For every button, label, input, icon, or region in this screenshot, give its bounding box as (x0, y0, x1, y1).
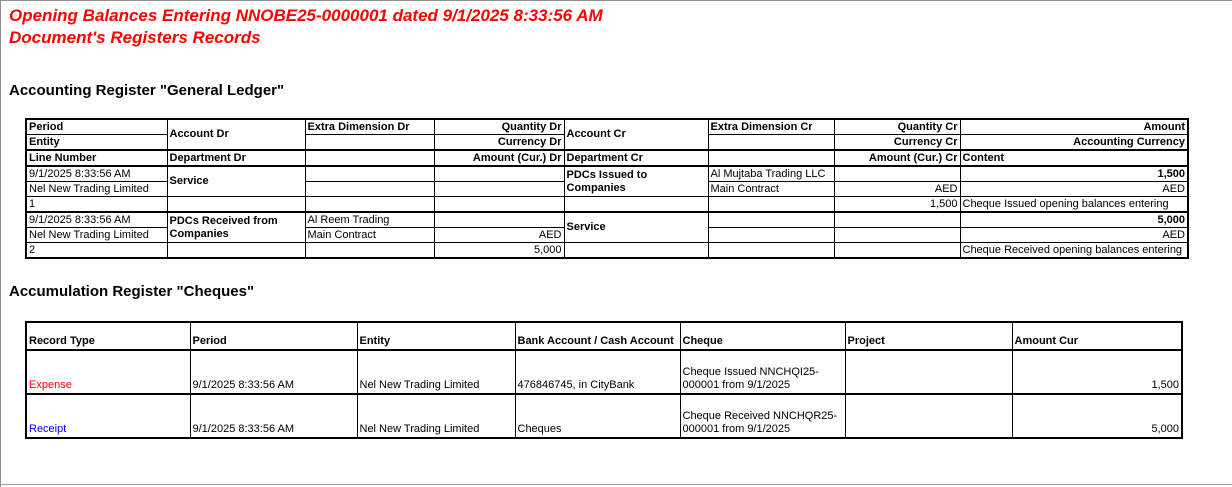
cell-account-cr: Service (564, 212, 708, 243)
cell-cheque: Cheque Received NNCHQR25-000001 from 9/1/2025 (680, 394, 845, 438)
header-amount-cur-dr: Amount (Cur.) Dr (434, 150, 564, 166)
cell-entity: Nel New Trading Limited (357, 350, 515, 394)
header-amount-cur: Amount Cur (1012, 322, 1182, 350)
header-department-dr: Department Dr (167, 150, 305, 166)
cell-line-number: 1 (26, 197, 167, 213)
header-entity: Entity (357, 322, 515, 350)
cell-quantity-dr (434, 166, 564, 182)
cell-line-number: 2 (26, 243, 167, 259)
cheques-header-row (26, 322, 1182, 350)
cell-extra-dimension-cr-2 (708, 228, 834, 243)
header-extra-dimension-dr: Extra Dimension Dr (305, 119, 434, 135)
cell-accounting-currency: AED (960, 182, 1188, 197)
cell-record-type: Expense (26, 350, 190, 394)
cell-extra-dimension-cr-1: Al Mujtaba Trading LLC (708, 166, 834, 182)
gl-row-2-line-3 (26, 243, 1188, 259)
cell-currency-cr: AED (834, 182, 960, 197)
header-line-number: Line Number (26, 150, 167, 166)
header-period: Period (26, 119, 167, 135)
cell-quantity-cr (834, 166, 960, 182)
cell-period: 9/1/2025 8:33:56 AM (26, 166, 167, 182)
header-department-cr: Department Cr (564, 150, 708, 166)
cell-period: 9/1/2025 8:33:56 AM (190, 394, 357, 438)
header-currency-dr: Currency Dr (434, 135, 564, 151)
cell-cheque: Cheque Issued NNCHQI25-000001 from 9/1/2025 (680, 350, 845, 394)
cell-account-cr: PDCs Issued to Companies (564, 166, 708, 197)
accounting-register-heading: Accounting Register "General Ledger" (9, 82, 285, 99)
cell-entity: Nel New Trading Limited (357, 394, 515, 438)
empty-cell (708, 135, 834, 151)
cell-amount-cur-cr (834, 243, 960, 259)
cheques-register-table (25, 321, 1183, 439)
header-account-dr: Account Dr (167, 119, 305, 150)
cell-quantity-dr (434, 212, 564, 228)
header-entity: Entity (26, 135, 167, 151)
cell-amount-cur-dr (434, 197, 564, 213)
cell-amount-cur: 1,500 (1012, 350, 1182, 394)
empty-cell (708, 243, 834, 259)
cheques-row-expense (26, 350, 1182, 394)
cell-department-dr (167, 197, 305, 213)
cell-account-dr: Service (167, 166, 305, 197)
cell-extra-dimension-dr-1 (305, 166, 434, 182)
empty-cell (305, 135, 434, 151)
header-cheque: Cheque (680, 322, 845, 350)
report-title (9, 5, 1232, 49)
header-quantity-cr: Quantity Cr (834, 119, 960, 135)
cell-amount: 1,500 (960, 166, 1188, 182)
header-amount-cur-cr: Amount (Cur.) Cr (834, 150, 960, 166)
cell-extra-dimension-dr-2 (305, 182, 434, 197)
header-quantity-dr: Quantity Dr (434, 119, 564, 135)
header-currency-cr: Currency Cr (834, 135, 960, 151)
cell-entity: Nel New Trading Limited (26, 182, 167, 197)
cell-record-type: Receipt (26, 394, 190, 438)
cell-project (845, 350, 1012, 394)
accounting-register-table (25, 118, 1189, 259)
cell-extra-dimension-cr-1 (708, 212, 834, 228)
cell-extra-dimension-dr-2: Main Contract (305, 228, 434, 243)
cell-account-dr: PDCs Received from Companies (167, 212, 305, 243)
cell-content: Cheque Issued opening balances entering (960, 197, 1188, 213)
empty-cell (305, 197, 434, 213)
cell-currency-dr (434, 182, 564, 197)
header-bank-account: Bank Account / Cash Account (515, 322, 680, 350)
cell-quantity-cr (834, 212, 960, 228)
empty-cell (305, 150, 434, 166)
header-record-type: Record Type (26, 322, 190, 350)
cell-amount: 5,000 (960, 212, 1188, 228)
empty-cell (708, 150, 834, 166)
cell-amount-cur: 5,000 (1012, 394, 1182, 438)
gl-header-row-3 (26, 150, 1188, 166)
gl-row-1-line-1 (26, 166, 1188, 182)
header-accounting-currency: Accounting Currency (960, 135, 1188, 151)
accumulation-register-heading: Accumulation Register "Cheques" (9, 283, 255, 300)
header-content: Content (960, 150, 1188, 166)
header-account-cr: Account Cr (564, 119, 708, 150)
cell-bank-account: Cheques (515, 394, 680, 438)
empty-cell (708, 197, 834, 213)
cell-entity: Nel New Trading Limited (26, 228, 167, 243)
cell-amount-cur-cr: 1,500 (834, 197, 960, 213)
gl-row-1-line-3 (26, 197, 1188, 213)
cell-currency-cr (834, 228, 960, 243)
report-title-line1: Opening Balances Entering NNOBE25-0000001 dated 9/1/2025 8:33:56 AM (9, 6, 603, 25)
gl-header-row-1 (26, 119, 1188, 135)
cell-project (845, 394, 1012, 438)
cell-period: 9/1/2025 8:33:56 AM (26, 212, 167, 228)
page-bottom-border (1, 484, 1232, 485)
cell-department-dr (167, 243, 305, 259)
report-title-line2: Document's Registers Records (9, 28, 261, 47)
gl-row-2-line-1 (26, 212, 1188, 228)
header-amount: Amount (960, 119, 1188, 135)
cell-content: Cheque Received opening balances entering (960, 243, 1188, 259)
empty-cell (305, 243, 434, 259)
cheques-row-receipt (26, 394, 1182, 438)
cell-extra-dimension-dr-1: Al Reem Trading (305, 212, 434, 228)
cell-currency-dr: AED (434, 228, 564, 243)
cell-amount-cur-dr: 5,000 (434, 243, 564, 259)
header-project: Project (845, 322, 1012, 350)
header-extra-dimension-cr: Extra Dimension Cr (708, 119, 834, 135)
cell-extra-dimension-cr-2: Main Contract (708, 182, 834, 197)
cell-department-cr (564, 197, 708, 213)
cell-accounting-currency: AED (960, 228, 1188, 243)
cell-period: 9/1/2025 8:33:56 AM (190, 350, 357, 394)
cell-department-cr (564, 243, 708, 259)
cell-bank-account: 476846745, in CityBank (515, 350, 680, 394)
header-period: Period (190, 322, 357, 350)
